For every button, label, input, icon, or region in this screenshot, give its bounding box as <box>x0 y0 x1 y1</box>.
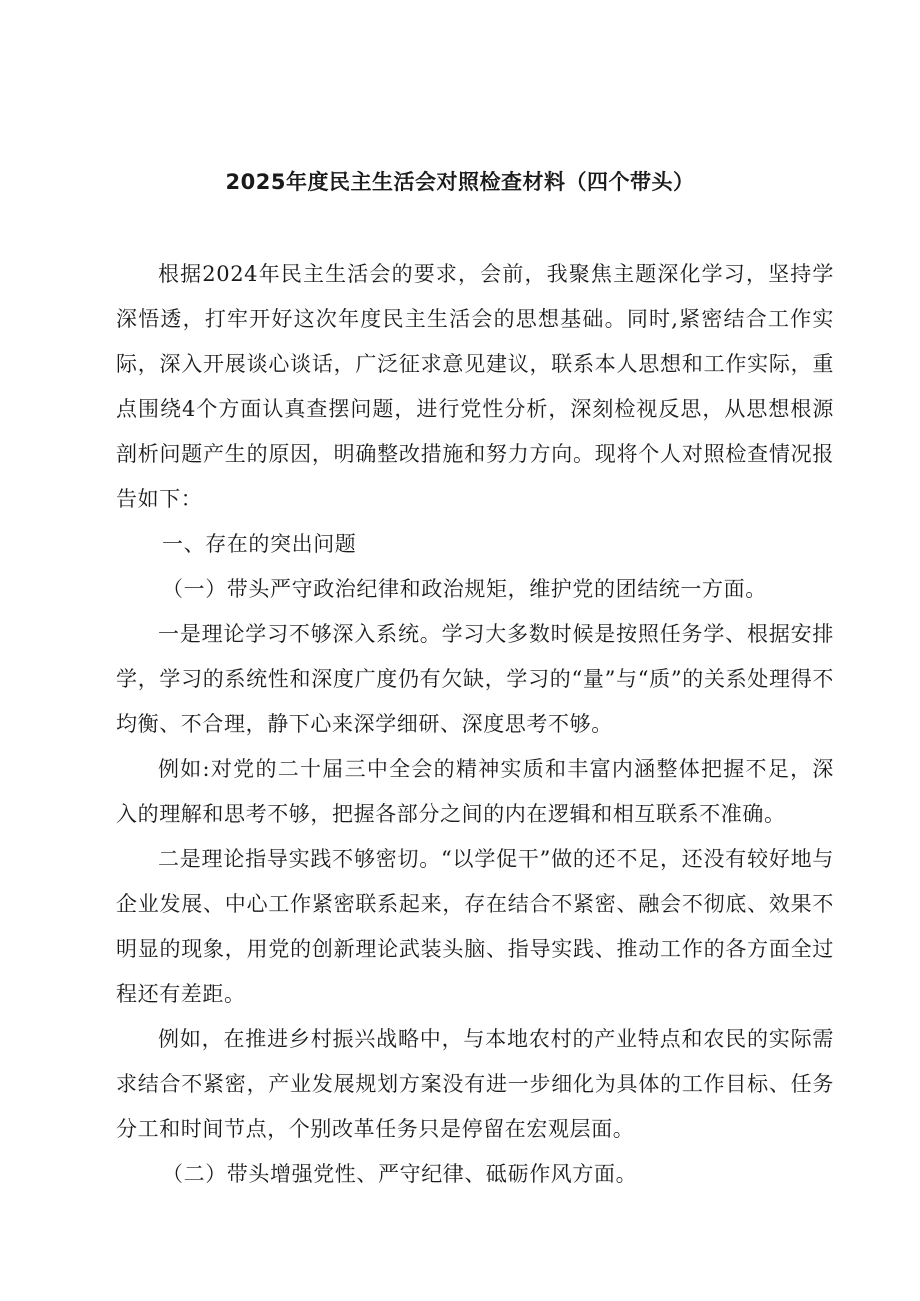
subsection-heading-2: （二）带头增强党性、严守纪律、砥砺作风方面。 <box>162 1162 638 1186</box>
point-paragraph-2: 二是理论指导实践不够密切。“以学促干”做的还不足，还没有较好地与企业发展、中心工作紧密联系起来，存在结合不紧密、融会不彻底、效果不明显的现象，用党的创新理论武装头脑、指导实践、推动工作的各方面全过程还有差距。 <box>116 847 834 1006</box>
point-paragraph-1: 一是理论学习不够深入系统。学习大多数时候是按照任务学、根据安排学，学习的系统性和深度广度仍有欠缺，学习的“量”与“质”的关系处理得不均衡、不合理，静下心来深学细研、深度思考不够。 <box>116 622 834 736</box>
intro-paragraph: 根据2024年民主生活会的要求，会前，我聚焦主题深化学习，坚持学深悟透，打牢开好这次年度民主生活会的思想基础。同时,紧密结合工作实际，深入开展谈心谈话，广泛征求意见建议，联系本人思想和工作实际，重点围绕4个方面认真查摆问题，进行党性分析，深刻检视反思，从思想根源剖析问题产生的原因，明确整改措施和努力方向。现将个人对照检查情况报告如下： <box>116 262 834 511</box>
section-heading: 一、存在的突出问题 <box>162 532 357 556</box>
document-body <box>116 252 834 1197</box>
example-paragraph-2: 例如，在推进乡村振兴战略中，与本地农村的产业特点和农民的实际需求结合不紧密，产业发展规划方案没有进一步细化为具体的工作目标、任务分工和时间节点，个别改革任务只是停留在宏观层面。 <box>116 1027 834 1141</box>
subsection-heading-1: （一）带头严守政治纪律和政治规矩，维护党的团结统一方面。 <box>162 577 767 601</box>
example-paragraph-1: 例如:对党的二十届三中全会的精神实质和丰富内涵整体把握不足，深入的理解和思考不够，把握各部分之间的内在逻辑和相互联系不准确。 <box>116 757 834 826</box>
document-title: 2025年度民主生活会对照检查材料（四个带头） <box>225 170 695 194</box>
